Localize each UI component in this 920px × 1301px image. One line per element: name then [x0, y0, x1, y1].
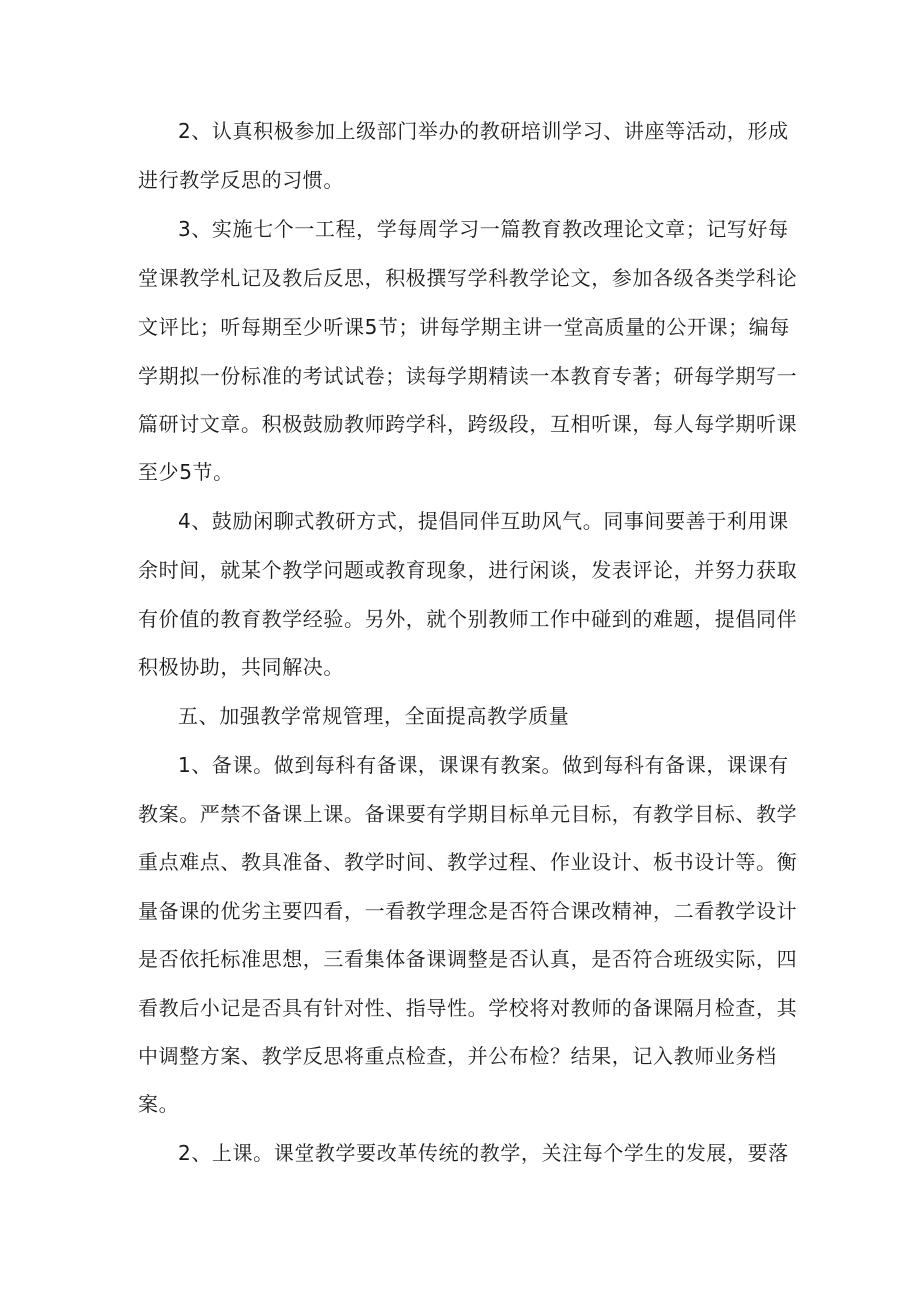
text-line: 堂课教学札记及教后反思，积极撰写学科教学论文，参加各级各类学科论	[138, 266, 798, 290]
text-line: 看教后小记是否具有针对性、指导性。学校将对教师的备课隔月检查，其	[138, 996, 798, 1020]
text-line: 文评比；听每期至少听课5节；讲每学期主讲一堂高质量的公开课；编每	[138, 315, 790, 339]
text-line: 2、认真积极参加上级部门举办的教研培训学习、讲座等活动，形成	[178, 119, 789, 143]
text-line: 余时间，就某个教学问题或教育现象，进行闲谈，发表评论，并努力获取	[138, 558, 798, 582]
text-line: 是否依托标准思想，三看集体备课调整是否认真，是否符合班级实际，四	[138, 947, 798, 971]
text-line: 2、上课。课堂教学要改革传统的教学，关注每个学生的发展，要落	[178, 1141, 789, 1165]
text-line: 3、实施七个一工程，学每周学习一篇教育教改理论文章；记写好每	[178, 217, 789, 241]
text-line: 4、鼓励闲聊式教研方式，提倡同伴互助风气。同事间要善于利用课	[178, 509, 789, 533]
text-line: 学期拟一份标准的考试试卷；读每学期精读一本教育专著；研每学期写一	[138, 364, 798, 388]
section-heading: 五、加强教学常规管理，全面提高教学质量	[178, 704, 570, 728]
text-line: 量备课的优劣主要四看，一看教学理念是否符合课改精神，二看教学设计	[138, 899, 798, 923]
text-line: 教案。严禁不备课上课。备课要有学期目标单元目标，有教学目标、教学	[138, 802, 798, 826]
text-line: 中调整方案、教学反思将重点检查，并公布检？结果，记入教师业务档	[138, 1044, 777, 1068]
text-line: 积极协助，共同解决。	[138, 655, 344, 679]
text-line: 篇研讨文章。积极鼓励教师跨学科，跨级段，互相听课，每人每学期听课	[138, 412, 798, 436]
text-line: 至少5节。	[138, 460, 234, 484]
text-line: 进行教学反思的习惯。	[138, 168, 344, 192]
text-line: 1、备课。做到每科有备课，课课有教案。做到每科有备课，课课有	[178, 753, 789, 777]
text-line: 有价值的教育教学经验。另外，就个别教师工作中碰到的难题，提倡同伴	[138, 607, 798, 631]
text-line: 案。	[138, 1092, 180, 1116]
text-line: 重点难点、教具准备、教学时间、教学过程、作业设计、板书设计等。衡	[138, 850, 798, 874]
